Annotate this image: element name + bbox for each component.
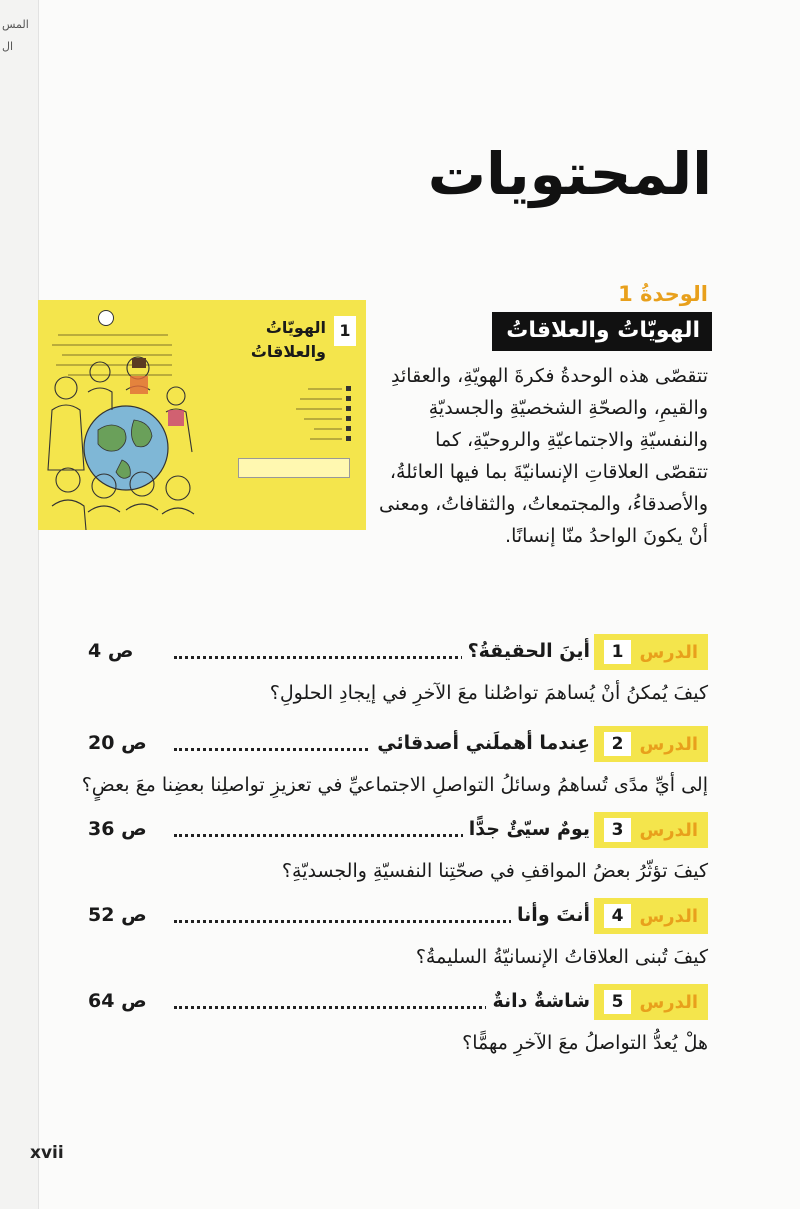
lesson-number: 3 bbox=[604, 818, 632, 842]
unit-label: الوحدةُ 1 bbox=[618, 282, 708, 306]
page-title: المحتويات bbox=[427, 140, 712, 208]
lesson-label: الدرس bbox=[639, 905, 698, 927]
thumbnail-bullet bbox=[346, 406, 351, 411]
lesson-page: ص 36 bbox=[88, 818, 153, 840]
lesson-question: إلى أيِّ مدًى تُساهمُ وسائلُ التواصلِ الاجتماعيِّ في تعزيزِ تواصلِنا بعضِنا معَ بعضٍ؟ bbox=[81, 774, 708, 796]
lesson-label: الدرس bbox=[639, 819, 698, 841]
lesson-question: كيفَ تُبنى العلاقاتُ الإنسانيّةُ السليمةُ؟ bbox=[415, 946, 708, 968]
thumbnail-bullet bbox=[346, 396, 351, 401]
thumbnail-title-line2: والعلاقاتُ bbox=[250, 342, 326, 361]
lesson-title: شاشةٌ دانةٌ bbox=[486, 990, 590, 1012]
lesson-tag bbox=[594, 726, 708, 762]
thumbnail-bullet bbox=[346, 426, 351, 431]
thumbnail-text-line bbox=[304, 418, 342, 420]
thumbnail-text-line bbox=[296, 408, 342, 410]
thumbnail-title bbox=[251, 316, 326, 364]
lesson-number: 5 bbox=[604, 990, 632, 1014]
thumbnail-bullet bbox=[346, 416, 351, 421]
lesson-page: ص 20 bbox=[88, 732, 153, 754]
lesson-title: عِندما أهملَني أصدقائي bbox=[371, 732, 590, 754]
thumbnail-bullet bbox=[346, 436, 351, 441]
unit-thumbnail bbox=[38, 300, 366, 530]
lesson-page: ص 64 bbox=[88, 990, 153, 1012]
lesson-title: يومٌ سيّئٌ جدًّا bbox=[463, 818, 590, 840]
lesson-tag bbox=[594, 812, 708, 848]
spine-text-1: المس bbox=[2, 18, 29, 31]
lesson-title: أينَ الحقيقةُ؟ bbox=[462, 640, 590, 662]
lesson-page: ص 4 bbox=[88, 640, 139, 662]
lesson-tag bbox=[594, 634, 708, 670]
lesson-label: الدرس bbox=[639, 733, 698, 755]
lesson-question: كيفَ يُمكنُ أنْ يُساهمَ تواصُلنا معَ الآخرِ في إيجادِ الحلولِ؟ bbox=[269, 682, 708, 704]
thumbnail-title-line1: الهويّاتُ bbox=[265, 318, 326, 337]
lesson-number: 1 bbox=[604, 640, 632, 664]
unit-description: تتقصّى هذه الوحدةُ فكرةَ الهويّةِ، والعقائدِ والقيمِ، والصحّةِ الشخصيّةِ والجسديّةِ والنفسيّةِ والاجتماعيّةِ والروحيّةِ، كما تتقصّى العلاقاتِ الإنسانيّةَ بما فيها العائلةُ، والأصدقاءُ، والمجتمعاتُ، والثقافاتُ، ومعنى أنْ يكونَ الواحدُ منّا إنسانًا. bbox=[379, 365, 708, 547]
lesson-tag bbox=[594, 898, 708, 934]
page-number: xvii bbox=[30, 1143, 64, 1163]
children-globe-illustration bbox=[38, 300, 238, 530]
lesson-question: كيفَ تؤثّرُ بعضُ المواقفِ في صحّتِنا النفسيّةِ والجسديّةِ؟ bbox=[281, 860, 708, 882]
lesson-number: 2 bbox=[604, 732, 632, 756]
lesson-label: الدرس bbox=[639, 641, 698, 663]
thumbnail-bullet bbox=[346, 386, 351, 391]
lesson-number: 4 bbox=[604, 904, 632, 928]
thumbnail-text-line bbox=[310, 438, 342, 440]
lesson-page: ص 52 bbox=[88, 904, 153, 926]
thumbnail-unit-number: 1 bbox=[334, 316, 356, 346]
thumbnail-text-line bbox=[308, 388, 342, 390]
page-spine bbox=[0, 0, 39, 1209]
lesson-tag bbox=[594, 984, 708, 1020]
lesson-question: هلْ يُعدُّ التواصلُ معَ الآخرِ مهمًّا؟ bbox=[462, 1032, 708, 1054]
thumbnail-text-line bbox=[314, 428, 342, 430]
spine-text-2: ال bbox=[2, 40, 14, 53]
thumbnail-question-box bbox=[238, 458, 350, 478]
lesson-label: الدرس bbox=[639, 991, 698, 1013]
unit-name: الهويّاتُ والعلاقاتُ bbox=[492, 312, 712, 351]
thumbnail-text-line bbox=[300, 398, 342, 400]
lesson-title: أنتَ وأنا bbox=[511, 904, 590, 926]
